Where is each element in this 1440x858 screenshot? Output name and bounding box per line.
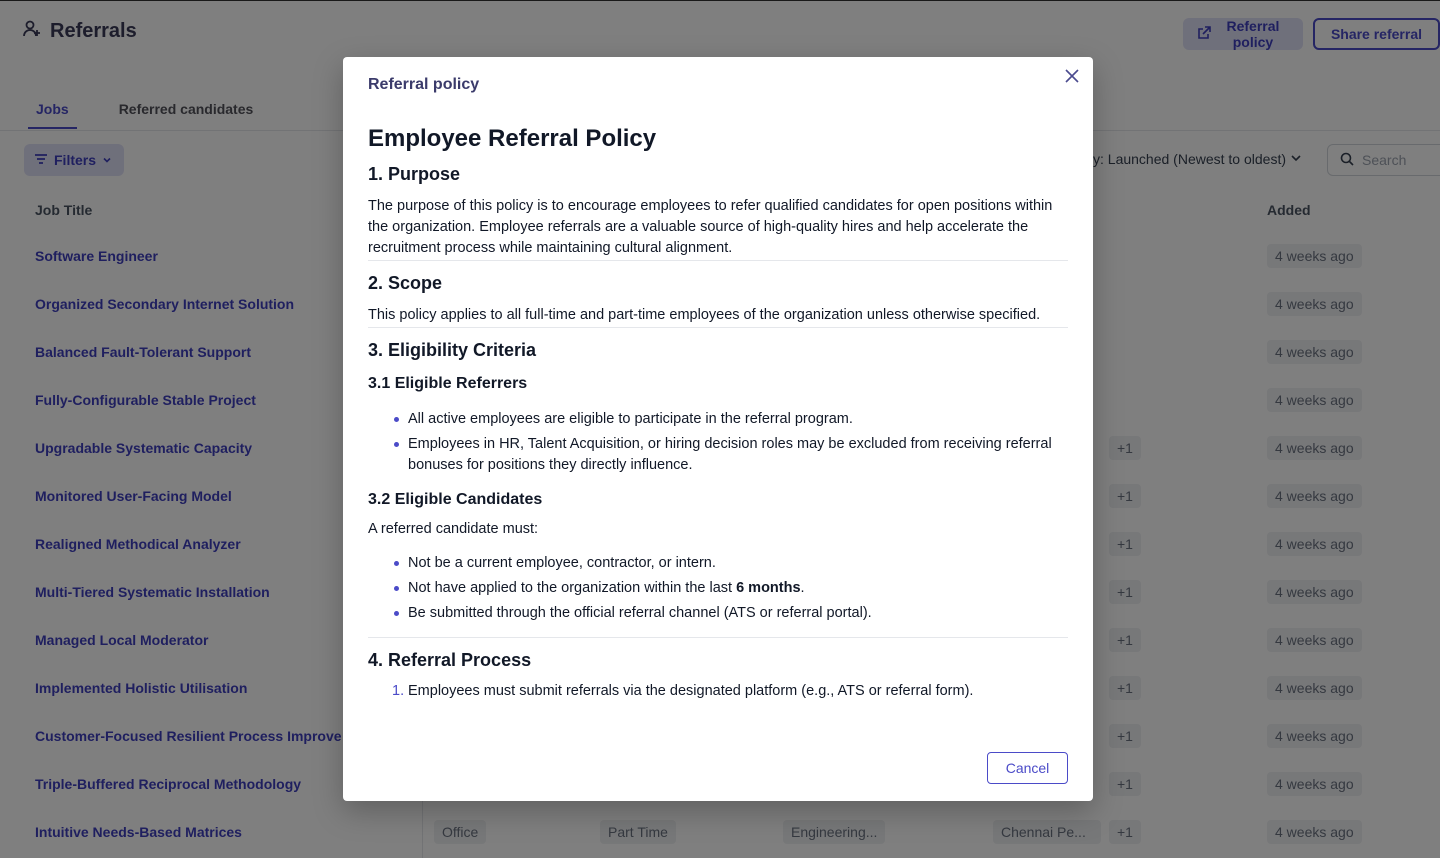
section-divider xyxy=(368,260,1068,261)
rule-text: . xyxy=(800,580,805,596)
candidates-list xyxy=(368,553,1068,624)
step-number: 1. xyxy=(392,683,405,699)
referrers-list xyxy=(368,409,1068,476)
modal-title: Referral policy xyxy=(368,76,480,93)
candidates-intro: A referred candidate must: xyxy=(368,521,539,537)
list-item: Employees in HR, Talent Acquisition, or hiring decision roles may be excluded from receiving referral bonuses for positions they directly influence. xyxy=(408,434,1068,476)
rule-text: Not have applied to the organization within the last xyxy=(408,580,737,596)
section-heading-purpose: 1. Purpose xyxy=(368,164,461,184)
list-item: All active employees are eligible to participate in the referral program. xyxy=(408,409,1068,430)
subsection-heading-candidates: 3.2 Eligible Candidates xyxy=(368,491,543,508)
section-heading-scope: 2. Scope xyxy=(368,273,443,293)
list-item: Not be a current employee, contractor, or intern. xyxy=(408,553,1068,574)
process-steps-list xyxy=(368,681,1068,702)
section-divider xyxy=(368,327,1068,328)
policy-document[interactable] xyxy=(368,120,1068,736)
section-divider xyxy=(368,637,1068,638)
step-text: Employees must submit referrals via the designated platform (e.g., ATS or referral form). xyxy=(408,683,974,699)
list-item xyxy=(392,681,1068,702)
subsection-heading-referrers: 3.1 Eligible Referrers xyxy=(368,375,528,392)
list-item: Be submitted through the official referral channel (ATS or referral portal). xyxy=(408,603,1068,624)
rule-emphasis: 6 months xyxy=(736,580,801,596)
close-button[interactable] xyxy=(1062,68,1082,88)
scope-text: This policy applies to all full-time and part-time employees of the organization unless otherwise specified. xyxy=(368,307,1041,323)
close-icon xyxy=(1065,69,1079,88)
purpose-text: The purpose of this policy is to encourage employees to refer qualified candidates for open positions within the organization. Employee referrals are a valuable source of high-quality hires and help accelerate the recruitment process while maintaining cultural alignment. xyxy=(368,198,1053,256)
section-heading-eligibility: 3. Eligibility Criteria xyxy=(368,340,537,360)
list-item xyxy=(408,578,1068,599)
cancel-button[interactable]: Cancel xyxy=(987,752,1068,784)
section-heading-process: 4. Referral Process xyxy=(368,650,532,670)
policy-title: Employee Referral Policy xyxy=(368,125,657,152)
